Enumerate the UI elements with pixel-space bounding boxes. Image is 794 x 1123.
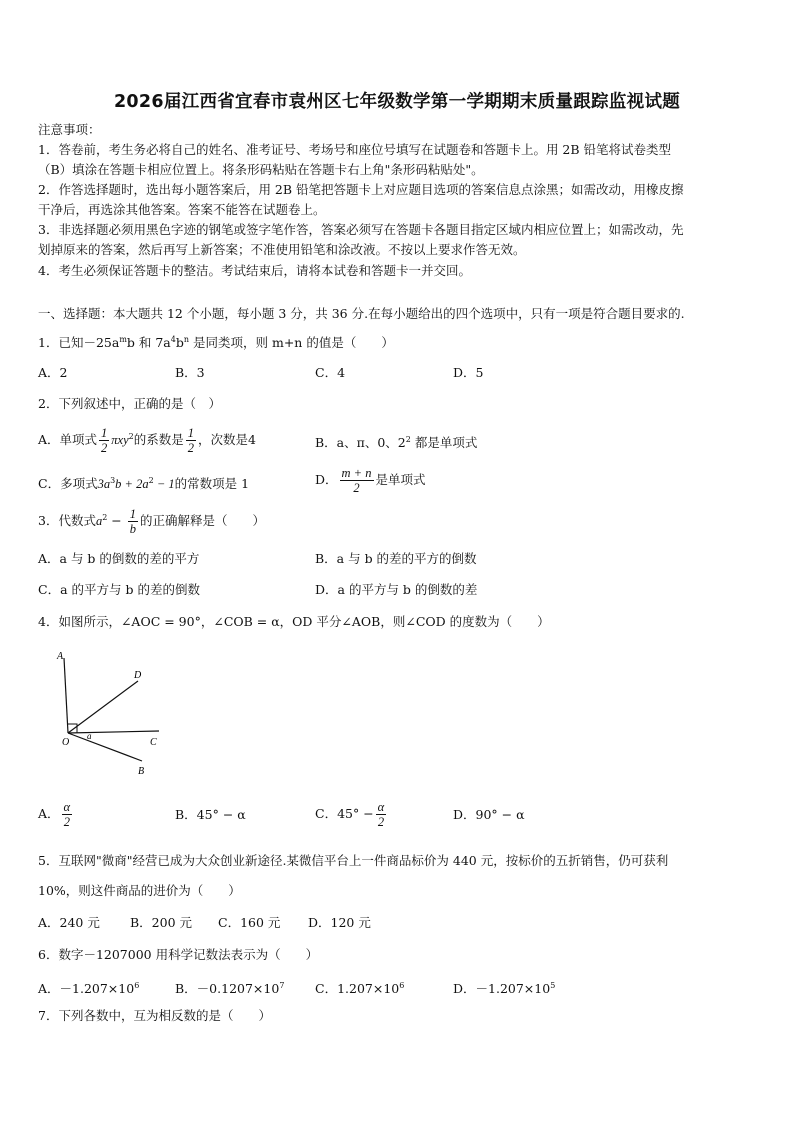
notice-line-7: 4．考生必须保证答题卡的整洁。考试结束后，请将本试卷和答题卡一并交回。 xyxy=(38,263,471,278)
q4-option-a: A． $\frac{\alpha}{2}$ xyxy=(38,800,71,829)
angle-figure xyxy=(52,646,182,786)
q1-option-b: B．3 xyxy=(175,365,205,380)
q1-option-d: D．5 xyxy=(453,365,484,380)
notice-line-4: 干净后，再选涂其他答案。答案不能答在试题卷上。 xyxy=(38,202,326,217)
q3-option-c: C．a 的平方与 b 的差的倒数 xyxy=(38,582,200,597)
notice-line-3: 2．作答选择题时，选出每小题答案后，用 2B 铅笔把答题卡上对应题目选项的答案信息点涂黑；如需改动，用橡皮擦 xyxy=(38,182,684,197)
label-c: C xyxy=(150,737,157,748)
notice-line-2: （B）填涂在答题卡相应位置上。将条形码粘贴在答题卡右上角"条形码粘贴处"。 xyxy=(38,162,484,177)
q5-option-d: D．120 元 xyxy=(308,915,371,930)
q4-option-c: C．45° − $\frac{\alpha}{2}$ xyxy=(315,800,385,829)
notice-line-5: 3．非选择题必须用黑色字迹的钢笔或签字笔作答，答案必须写在答题卡各题目指定区域内相应位置上；如需改动，先 xyxy=(38,222,684,237)
q1-stem: 1．已知$-25a^mb$ 和 $7a^4b^n$ 是同类项，则 m+n 的值是（ ） xyxy=(38,335,394,351)
q5-stem-line-1: 5．互联网"微商"经营已成为大众创业新途径.某微信平台上一件商品标价为 440 元，按标价的五折销售，仍可获利 xyxy=(38,853,669,868)
page-title: 2026届江西省宜春市袁州区七年级数学第一学期期末质量跟踪监视试题 xyxy=(113,92,681,112)
q1-option-a: A．2 xyxy=(38,365,68,380)
q2-option-d: D． $\frac{m + n}{2}$ 是单项式 xyxy=(315,466,426,495)
q6-option-d: D．$-1.207\times 10^5$ xyxy=(453,981,556,997)
q3-option-b: B．a 与 b 的差的平方的倒数 xyxy=(315,551,477,566)
q5-option-b: B．200 元 xyxy=(130,915,193,930)
q5-option-a: A．240 元 xyxy=(38,915,100,930)
section-heading: 一、选择题：本大题共 12 个小题，每小题 3 分，共 36 分.在每小题给出的四个选项中，只有一项是符合题目要求的. xyxy=(38,306,685,321)
q4-option-d: D．90° − α xyxy=(453,807,525,822)
q3-option-a: A．a 与 b 的倒数的差的平方 xyxy=(38,551,200,566)
q6-option-a: A．$-1.207\times 10^6$ xyxy=(38,981,140,997)
q4-option-b: B．45° − α xyxy=(175,807,246,822)
q2-option-b: B．a、π、0、$2^2$ 都是单项式 xyxy=(315,435,478,451)
ray-oc xyxy=(68,731,159,733)
q2-option-c: C．多项式$3a^3b + 2a^2 - 1$的常数项是 1 xyxy=(38,476,250,492)
label-o: O xyxy=(62,737,70,748)
ray-ob xyxy=(68,733,142,761)
q5-option-c: C．160 元 xyxy=(218,915,281,930)
q6-option-b: B．$-0.1207\times 10^7$ xyxy=(175,981,285,997)
ray-od xyxy=(68,681,138,733)
label-a: A xyxy=(57,651,64,662)
q2-option-a: A．单项式 $\frac{1}{2}$ πxy$^2$的系数是 $\frac{1}{2}$ ，次数是4 xyxy=(38,426,256,455)
q7-stem: 7．下列各数中，互为相反数的是（ ） xyxy=(38,1008,271,1023)
q3-option-d: D．a 的平方与 b 的倒数的差 xyxy=(315,582,478,597)
notice-heading: 注意事项： xyxy=(38,122,101,137)
notice-line-6: 划掉原来的答案，然后再写上新答案；不准使用铅笔和涂改液。不按以上要求作答无效。 xyxy=(38,242,526,257)
q1-option-c: C．4 xyxy=(315,365,346,380)
q2-stem: 2．下列叙述中，正确的是（ ） xyxy=(38,396,221,411)
label-b: B xyxy=(138,766,145,777)
q5-stem-line-2: 10%，则这件商品的进价为（ ） xyxy=(38,883,241,898)
ray-oa xyxy=(64,658,68,733)
notice-line-1: 1．答卷前，考生务必将自己的姓名、准考证号、考场号和座位号填写在试题卷和答题卡上。用 2B 铅笔将试卷类型 xyxy=(38,142,672,157)
q6-option-c: C．$1.207\times 10^6$ xyxy=(315,981,405,997)
q4-stem: 4．如图所示，∠AOC = 90°，∠COB = α，OD 平分∠AOB，则∠COD 的度数为（ ） xyxy=(38,614,550,629)
label-d: D xyxy=(134,670,142,681)
q3-stem: 3．代数式$a^2$ − $\frac{1}{b}$ 的正确解释是（ ） xyxy=(38,507,265,536)
label-alpha: a xyxy=(87,731,92,741)
q6-stem: 6．数字－1207000 用科学记数法表示为（ ） xyxy=(38,947,319,962)
